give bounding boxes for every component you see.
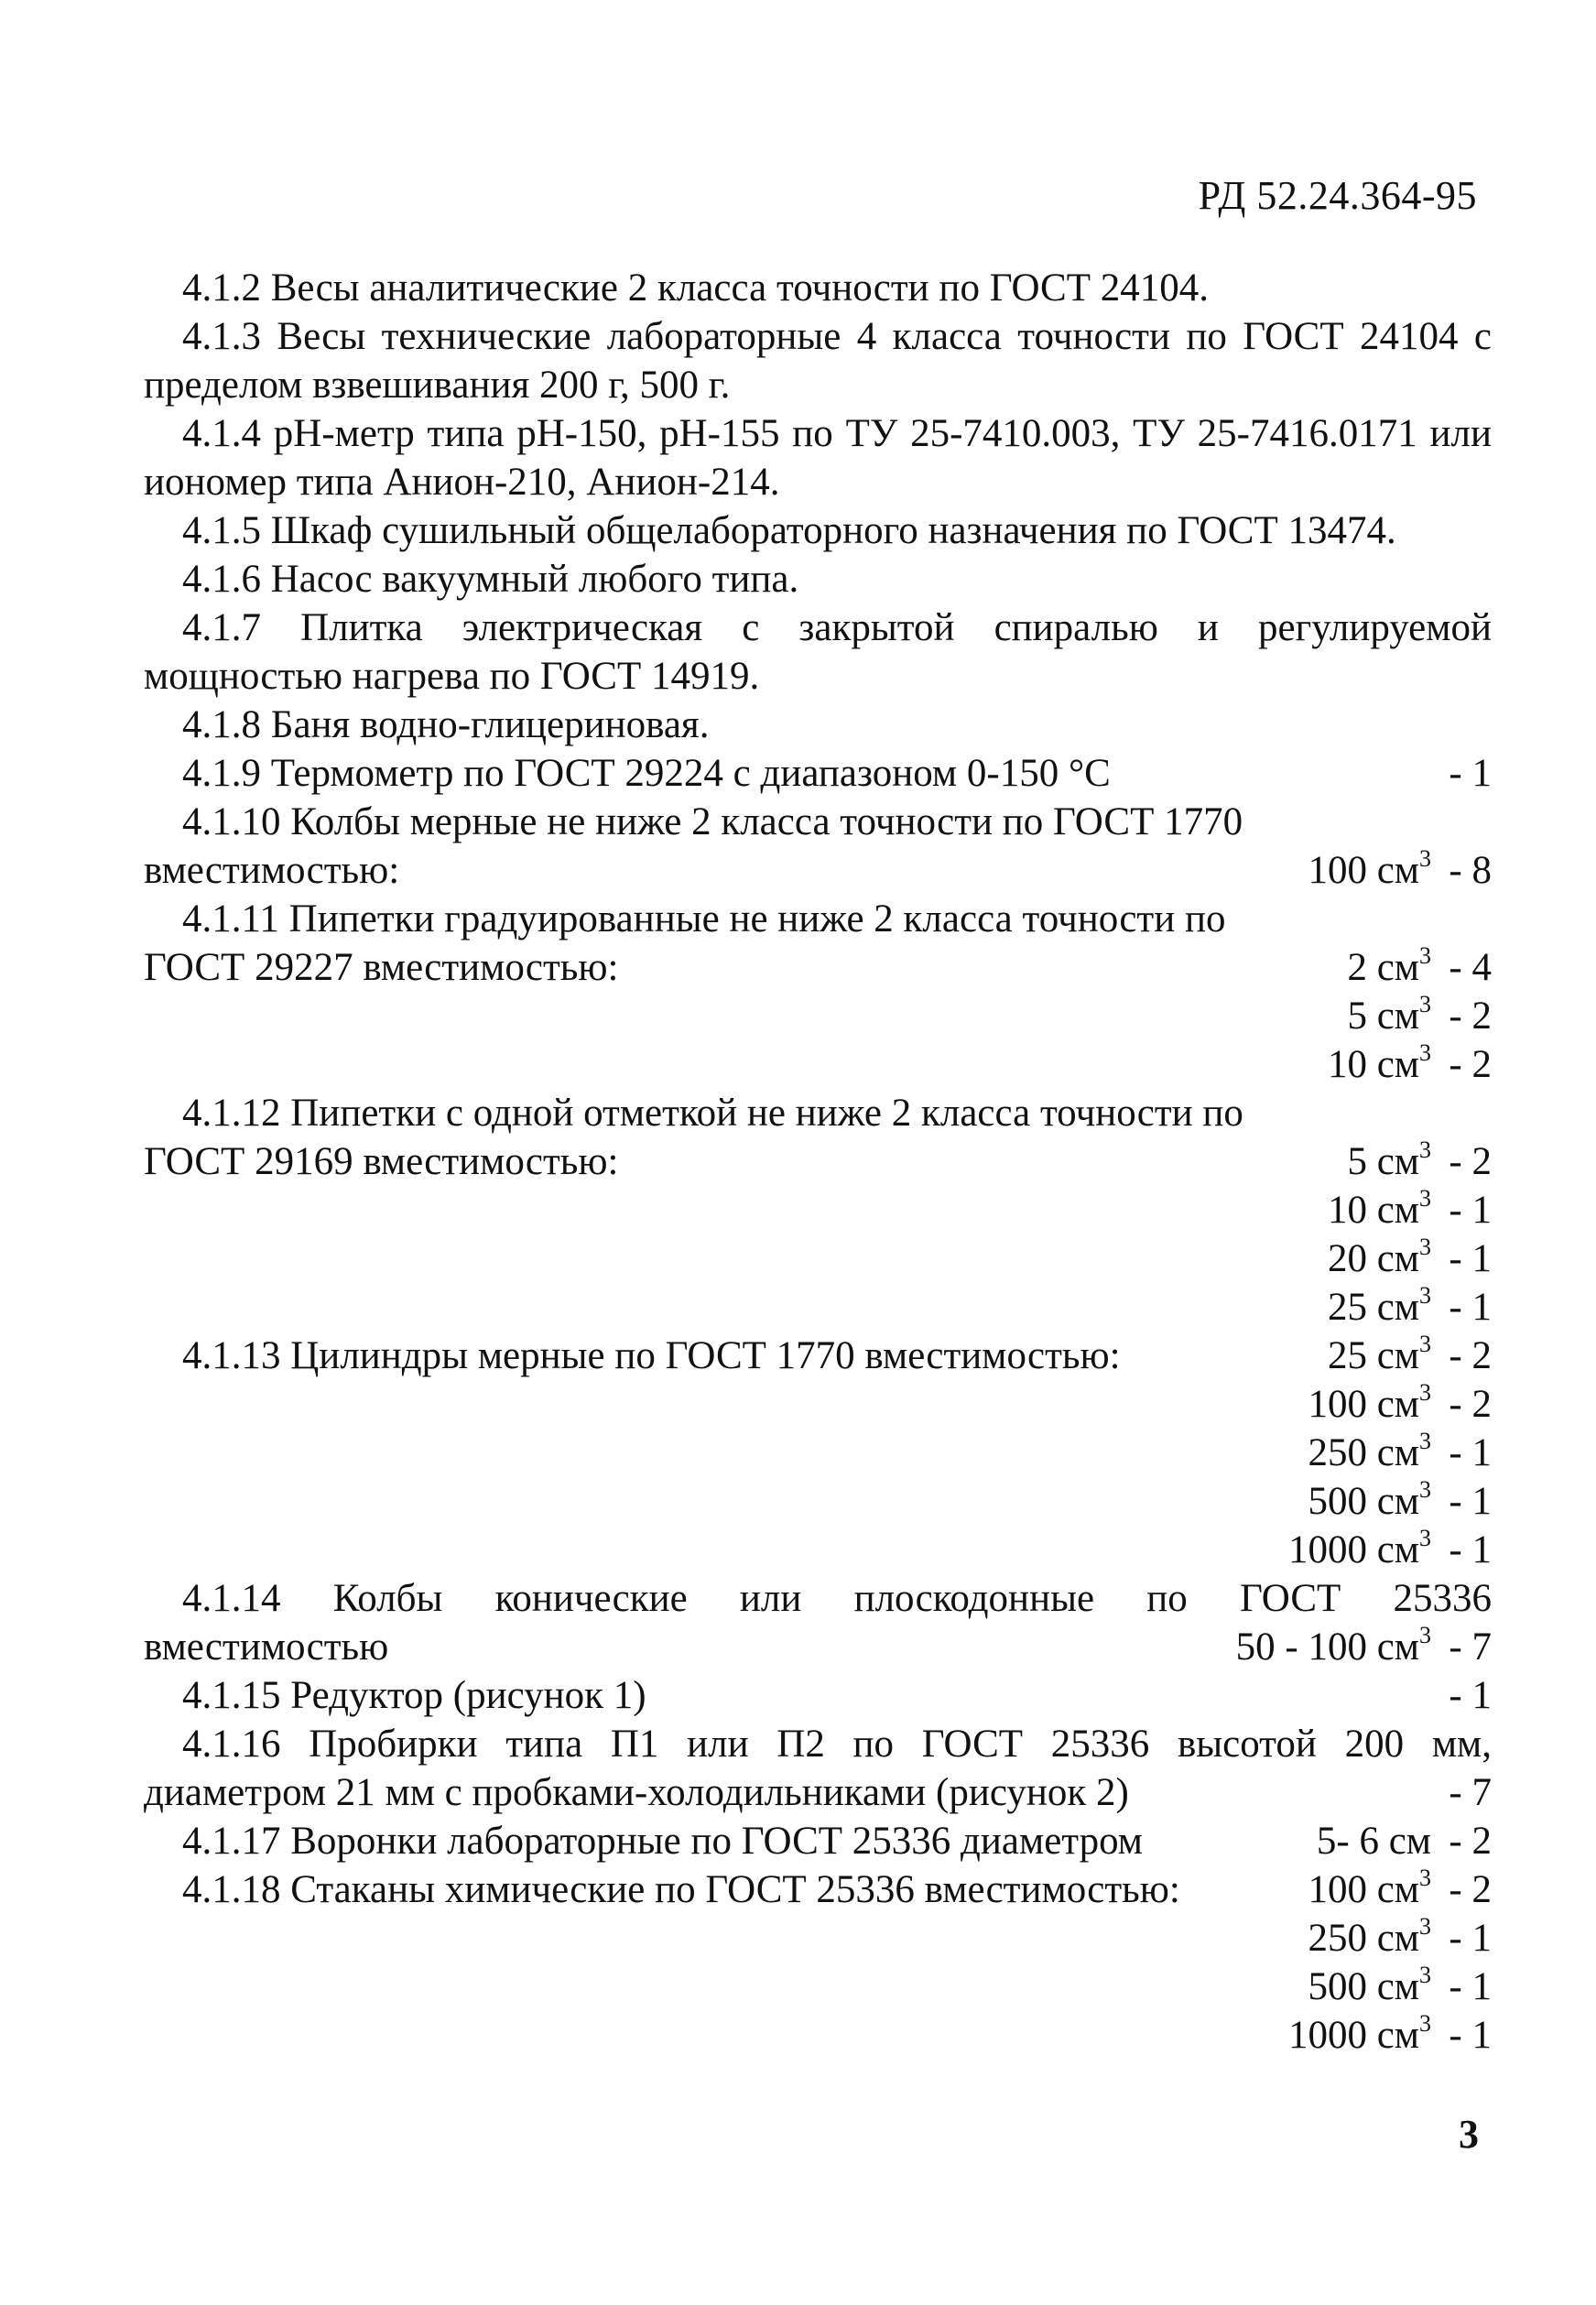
volume-value: 25 $см^3$ [1327, 1331, 1431, 1377]
quantity-value: - 1 [1449, 2014, 1492, 2057]
volume-value: 500 $см^3$ [1308, 1962, 1431, 2008]
item-4-1-14-row [144, 1623, 1492, 1671]
volume-value: 100 $см^3$ [1308, 1865, 1431, 1911]
quantity-value: - 4 [1449, 946, 1492, 989]
item-4-1-10-qty: - 8 [1449, 849, 1492, 892]
item-4-1-18-text: 4.1.18 Стаканы химические по ГОСТ 25336 вместимостью: [182, 1868, 1180, 1911]
volume-value: 25 $см^3$ [1327, 1282, 1431, 1329]
document-code: РД 52.24.364-95 [1198, 173, 1477, 218]
item-4-1-5: 4.1.5 Шкаф сушильный общелабораторного назначения по ГОСТ 13474. [182, 509, 1396, 552]
quantity-value: - 2 [1449, 1043, 1492, 1086]
item-4-1-11-row-1 [144, 992, 1492, 1040]
volume-value: 10 $см^3$ [1327, 1039, 1431, 1086]
item-4-1-9-text: 4.1.9 Термометр по ГОСТ 29224 с диапазоном 0-150 °С [182, 752, 1111, 795]
volume-value: 250 $см^3$ [1308, 1428, 1431, 1474]
quantity-value: - 2 [1449, 1383, 1492, 1426]
item-4-1-10-text: 4.1.10 Колбы мерные не ниже 2 класса точности по ГОСТ 1770 [182, 800, 1243, 843]
volume-value: 250 $см^3$ [1308, 1913, 1431, 1960]
quantity-value: - 2 [1449, 1868, 1492, 1911]
quantity-value: - 2 [1449, 1334, 1492, 1377]
item-4-1-13-row-3 [144, 1477, 1492, 1526]
volume-value: 1000 $см^3$ [1287, 2010, 1431, 2057]
item-4-1-13-row-1 [144, 1380, 1492, 1429]
item-4-1-12-row-2 [144, 1234, 1492, 1283]
item-4-1-16-qty: - 7 [1449, 1771, 1492, 1814]
quantity-value: - 2 [1449, 1140, 1492, 1183]
document-body [144, 264, 1492, 2060]
item-4-1-15-text: 4.1.15 Редуктор (рисунок 1) [182, 1674, 646, 1717]
item-4-1-17 [144, 1817, 1492, 1865]
volume-value: 10 $см^3$ [1327, 1185, 1431, 1232]
item-4-1-18-row-0 [144, 1865, 1492, 1914]
quantity-value: - 1 [1449, 1189, 1492, 1232]
item-4-1-17-qty: - 2 [1449, 1820, 1492, 1863]
item-4-1-18-row-3 [144, 2011, 1492, 2060]
item-4-1-2: 4.1.2 Весы аналитические 2 класса точности по ГОСТ 24104. [182, 266, 1210, 310]
item-4-1-15-qty: - 1 [1449, 1674, 1492, 1717]
item-4-1-12-text: 4.1.12 Пипетки с одной отметкой не ниже 2 класса точности по [182, 1092, 1243, 1135]
item-4-1-7: 4.1.7 Плитка электрическая с закрытой спиралью и регулируемой мощностью нагрева по ГОСТ 14919. [144, 606, 1492, 698]
item-4-1-9-qty: - 1 [1449, 752, 1492, 795]
volume-value: 2 $см^3$ [1347, 942, 1431, 989]
item-4-1-15 [144, 1671, 1492, 1720]
item-4-1-17-volume: 5- 6 см [1316, 1820, 1431, 1863]
quantity-value: - 1 [1449, 1917, 1492, 1960]
item-4-1-10-cont: вместимостью: [144, 849, 400, 892]
quantity-value: - 1 [1449, 1286, 1492, 1329]
page-number: 3 [1459, 2112, 1479, 2157]
quantity-value: - 1 [1449, 1237, 1492, 1280]
item-4-1-12-cont: ГОСТ 29169 вместимостью: [144, 1140, 619, 1183]
item-4-1-10-row [144, 846, 1492, 895]
quantity-value: - 1 [1449, 1480, 1492, 1523]
item-4-1-12-row-0 [144, 1137, 1492, 1186]
volume-value: 5 $см^3$ [1347, 991, 1431, 1038]
item-4-1-9 [144, 749, 1492, 798]
item-4-1-13-row-2 [144, 1429, 1492, 1477]
item-4-1-13-row-4 [144, 1526, 1492, 1574]
volume-value: 5 $см^3$ [1347, 1136, 1431, 1183]
item-4-1-16-cont: диаметром 21 мм с пробками-холодильниками (рисунок 2) [144, 1771, 1129, 1814]
item-4-1-14-cont: вместимостью [144, 1625, 389, 1669]
item-4-1-11-cont: ГОСТ 29227 вместимостью: [144, 946, 619, 989]
item-4-1-13-text: 4.1.13 Цилиндры мерные по ГОСТ 1770 вместимостью: [182, 1334, 1121, 1377]
item-4-1-14-text: 4.1.14 Колбы конические или плоскодонные по ГОСТ 25336 [182, 1577, 1492, 1620]
quantity-value: - 1 [1449, 1431, 1492, 1474]
quantity-value: - 2 [1449, 995, 1492, 1038]
item-4-1-11-row-0 [144, 943, 1492, 992]
volume-value: 500 $см^3$ [1308, 1476, 1431, 1523]
item-4-1-8: 4.1.8 Баня водно-глицериновая. [182, 703, 710, 746]
item-4-1-12-row-1 [144, 1186, 1492, 1234]
item-4-1-14-qty: - 7 [1449, 1625, 1492, 1669]
item-4-1-18-row-1 [144, 1914, 1492, 1963]
item-4-1-12-row-3 [144, 1283, 1492, 1332]
volume-value: 20 $см^3$ [1327, 1234, 1431, 1280]
item-4-1-18-row-2 [144, 1963, 1492, 2011]
item-4-1-14-volume: 50 - 100 $см^3$ [1235, 1622, 1431, 1669]
volume-value: 1000 $см^3$ [1287, 1525, 1431, 1571]
item-4-1-6: 4.1.6 Насос вакуумный любого типа. [182, 558, 799, 601]
item-4-1-13-row-0 [144, 1332, 1492, 1380]
quantity-value: - 1 [1449, 1965, 1492, 2008]
item-4-1-11-text: 4.1.11 Пипетки градуированные не ниже 2 класса точности по [182, 897, 1226, 940]
volume-value: 100 $см^3$ [1308, 1379, 1431, 1426]
item-4-1-11-row-2 [144, 1040, 1492, 1089]
quantity-value: - 1 [1449, 1528, 1492, 1571]
item-4-1-16-text: 4.1.16 Пробирки типа П1 или П2 по ГОСТ 25336 высотой 200 мм, [182, 1723, 1492, 1766]
item-4-1-4: 4.1.4 рН-метр типа рН-150, рН-155 по ТУ 25-7410.003, ТУ 25-7416.0171 или иономер типа Анион-210, Анион-214. [144, 412, 1492, 504]
item-4-1-3: 4.1.3 Весы технические лабораторные 4 класса точности по ГОСТ 24104 с пределом взвешивания 200 г, 500 г. [144, 315, 1492, 407]
item-4-1-17-text: 4.1.17 Воронки лабораторные по ГОСТ 25336 диаметром [182, 1820, 1144, 1863]
item-4-1-10-volume: 100 $см^3$ [1308, 845, 1431, 892]
item-4-1-16-row [144, 1768, 1492, 1817]
